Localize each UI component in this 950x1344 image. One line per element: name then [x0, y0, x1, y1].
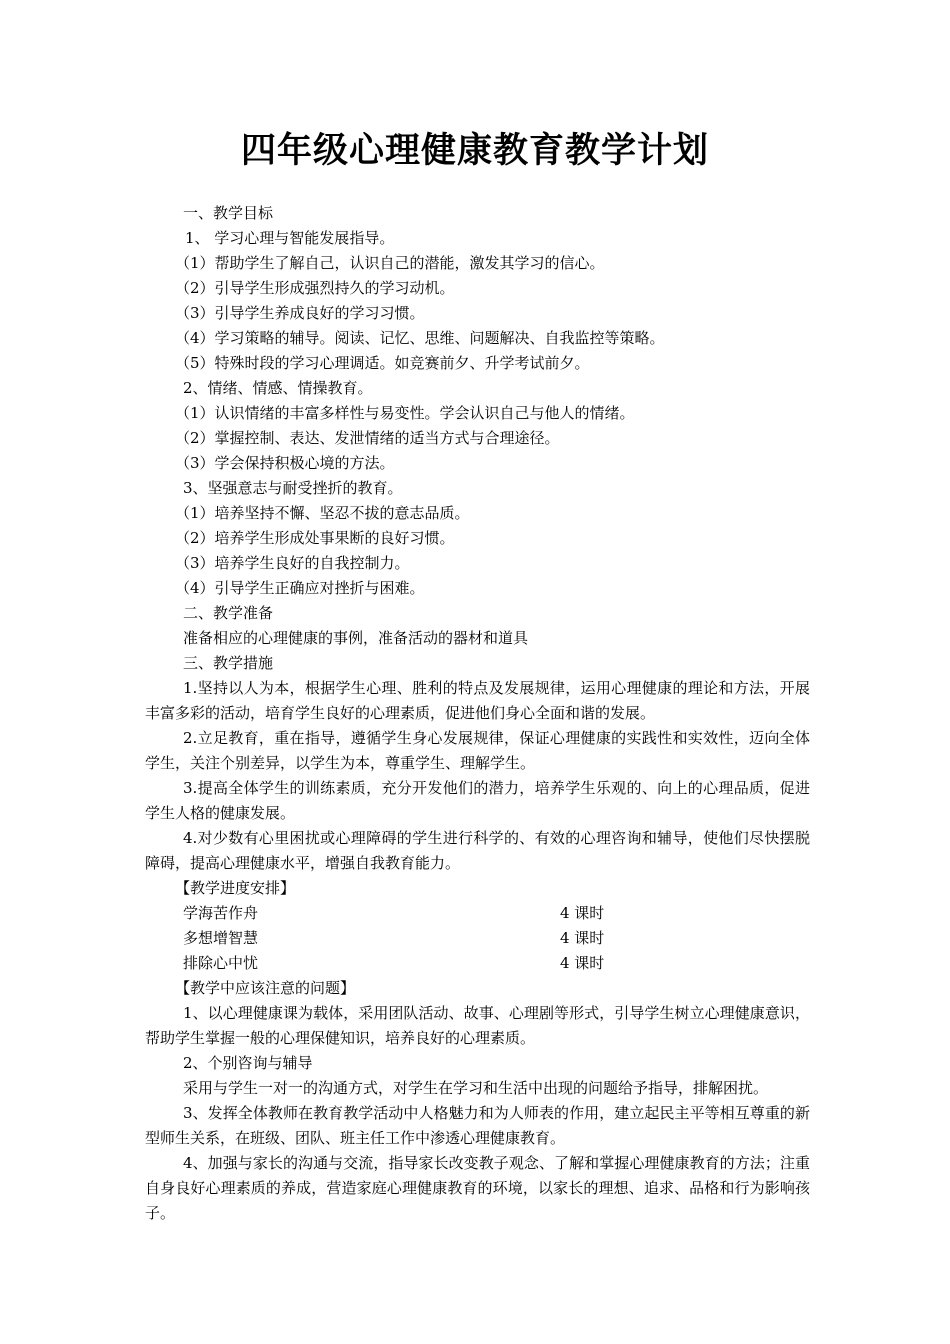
goal-1-item-2: （2）引导学生形成强烈持久的学习动机。	[175, 279, 455, 297]
preparation-text: 准备相应的心理健康的事例，准备活动的器材和道具	[183, 629, 529, 647]
goal-1-item-5: （5）特殊时段的学习心理调适。如竞赛前夕、升学考试前夕。	[175, 354, 590, 372]
goal-2-item-1: （1）认识情绪的丰富多样性与易变性。学会认识自己与他人的情绪。	[175, 404, 635, 422]
schedule-heading: 【教学进度安排】	[175, 879, 296, 897]
schedule-row-hours: 4 课时	[560, 929, 605, 947]
goal-1-heading: 1、 学习心理与智能发展指导。	[185, 229, 395, 247]
notes-paragraph-4: 4、加强与家长的沟通与交流，指导家长改变教子观念、了解和掌握心理健康教育的方法；注重自身良好心理素质的养成，营造家庭心理健康教育的环境，以家长的理想、追求、品格和行为影响孩子。	[145, 1154, 810, 1222]
schedule-row-name: 排除心中忧	[183, 954, 259, 972]
measure-paragraph-1: 1.坚持以人为本，根据学生心理、胜利的特点及发展规律，运用心理健康的理论和方法，开展丰富多彩的活动，培育学生良好的心理素质，促进他们身心全面和谐的发展。	[145, 679, 810, 722]
goal-1-item-3: （3）引导学生养成良好的学习习惯。	[175, 304, 425, 322]
notes-paragraph-1: 1、以心理健康课为载体，采用团队活动、故事、心理剧等形式，引导学生树立心理健康意识，帮助学生掌握一般的心理保健知识，培养良好的心理素质。	[145, 1004, 810, 1047]
schedule-row-hours: 4 课时	[560, 904, 605, 922]
goal-3-item-3: （3）培养学生良好的自我控制力。	[175, 554, 410, 572]
goal-3-item-2: （2）培养学生形成处事果断的良好习惯。	[175, 529, 455, 547]
section-heading-goals: 一、教学目标	[183, 204, 274, 222]
goal-3-item-4: （4）引导学生正确应对挫折与困难。	[175, 579, 425, 597]
notes-paragraph-2-heading: 2、个别咨询与辅导	[183, 1054, 313, 1072]
schedule-row-name: 多想增智慧	[183, 929, 259, 947]
measure-paragraph-4: 4.对少数有心里困扰或心理障碍的学生进行科学的、有效的心理咨询和辅导，使他们尽快摆脱障碍，提高心理健康水平，增强自我教育能力。	[145, 829, 810, 872]
goal-2-item-3: （3）学会保持积极心境的方法。	[175, 454, 395, 472]
goal-3-item-1: （1）培养坚持不懈、坚忍不拔的意志品质。	[175, 504, 470, 522]
goal-1-item-4: （4）学习策略的辅导。阅读、记忆、思维、问题解决、自我监控等策略。	[175, 329, 665, 347]
section-heading-preparation: 二、教学准备	[183, 604, 274, 622]
measure-paragraph-3: 3.提高全体学生的训练素质，充分开发他们的潜力，培养学生乐观的、向上的心理品质，促进学生人格的健康发展。	[145, 779, 810, 822]
section-heading-measures: 三、教学措施	[183, 654, 274, 672]
notes-paragraph-2: 采用与学生一对一的沟通方式，对学生在学习和生活中出现的问题给予指导，排解困扰。	[183, 1079, 769, 1097]
goal-2-item-2: （2）掌握控制、表达、发泄情绪的适当方式与合理途径。	[175, 429, 560, 447]
goal-2-heading: 2、情绪、情感、情操教育。	[183, 379, 373, 397]
goal-3-heading: 3、坚强意志与耐受挫折的教育。	[183, 479, 403, 497]
measure-paragraph-2: 2.立足教育，重在指导，遵循学生身心发展规律，保证心理健康的实践性和实效性，迈向全体学生，关注个别差异，以学生为本，尊重学生、理解学生。	[145, 729, 810, 772]
page-title: 四年级心理健康教育教学计划	[240, 131, 709, 171]
notes-paragraph-3: 3、发挥全体教师在教育教学活动中人格魅力和为人师表的作用，建立起民主平等相互尊重的新型师生关系，在班级、团队、班主任工作中渗透心理健康教育。	[145, 1104, 810, 1147]
schedule-row-name: 学海苦作舟	[183, 904, 259, 922]
goal-1-item-1: （1）帮助学生了解自己，认识自己的潜能，激发其学习的信心。	[175, 254, 605, 272]
schedule-row-hours: 4 课时	[560, 954, 605, 972]
notes-heading: 【教学中应该注意的问题】	[175, 979, 356, 997]
